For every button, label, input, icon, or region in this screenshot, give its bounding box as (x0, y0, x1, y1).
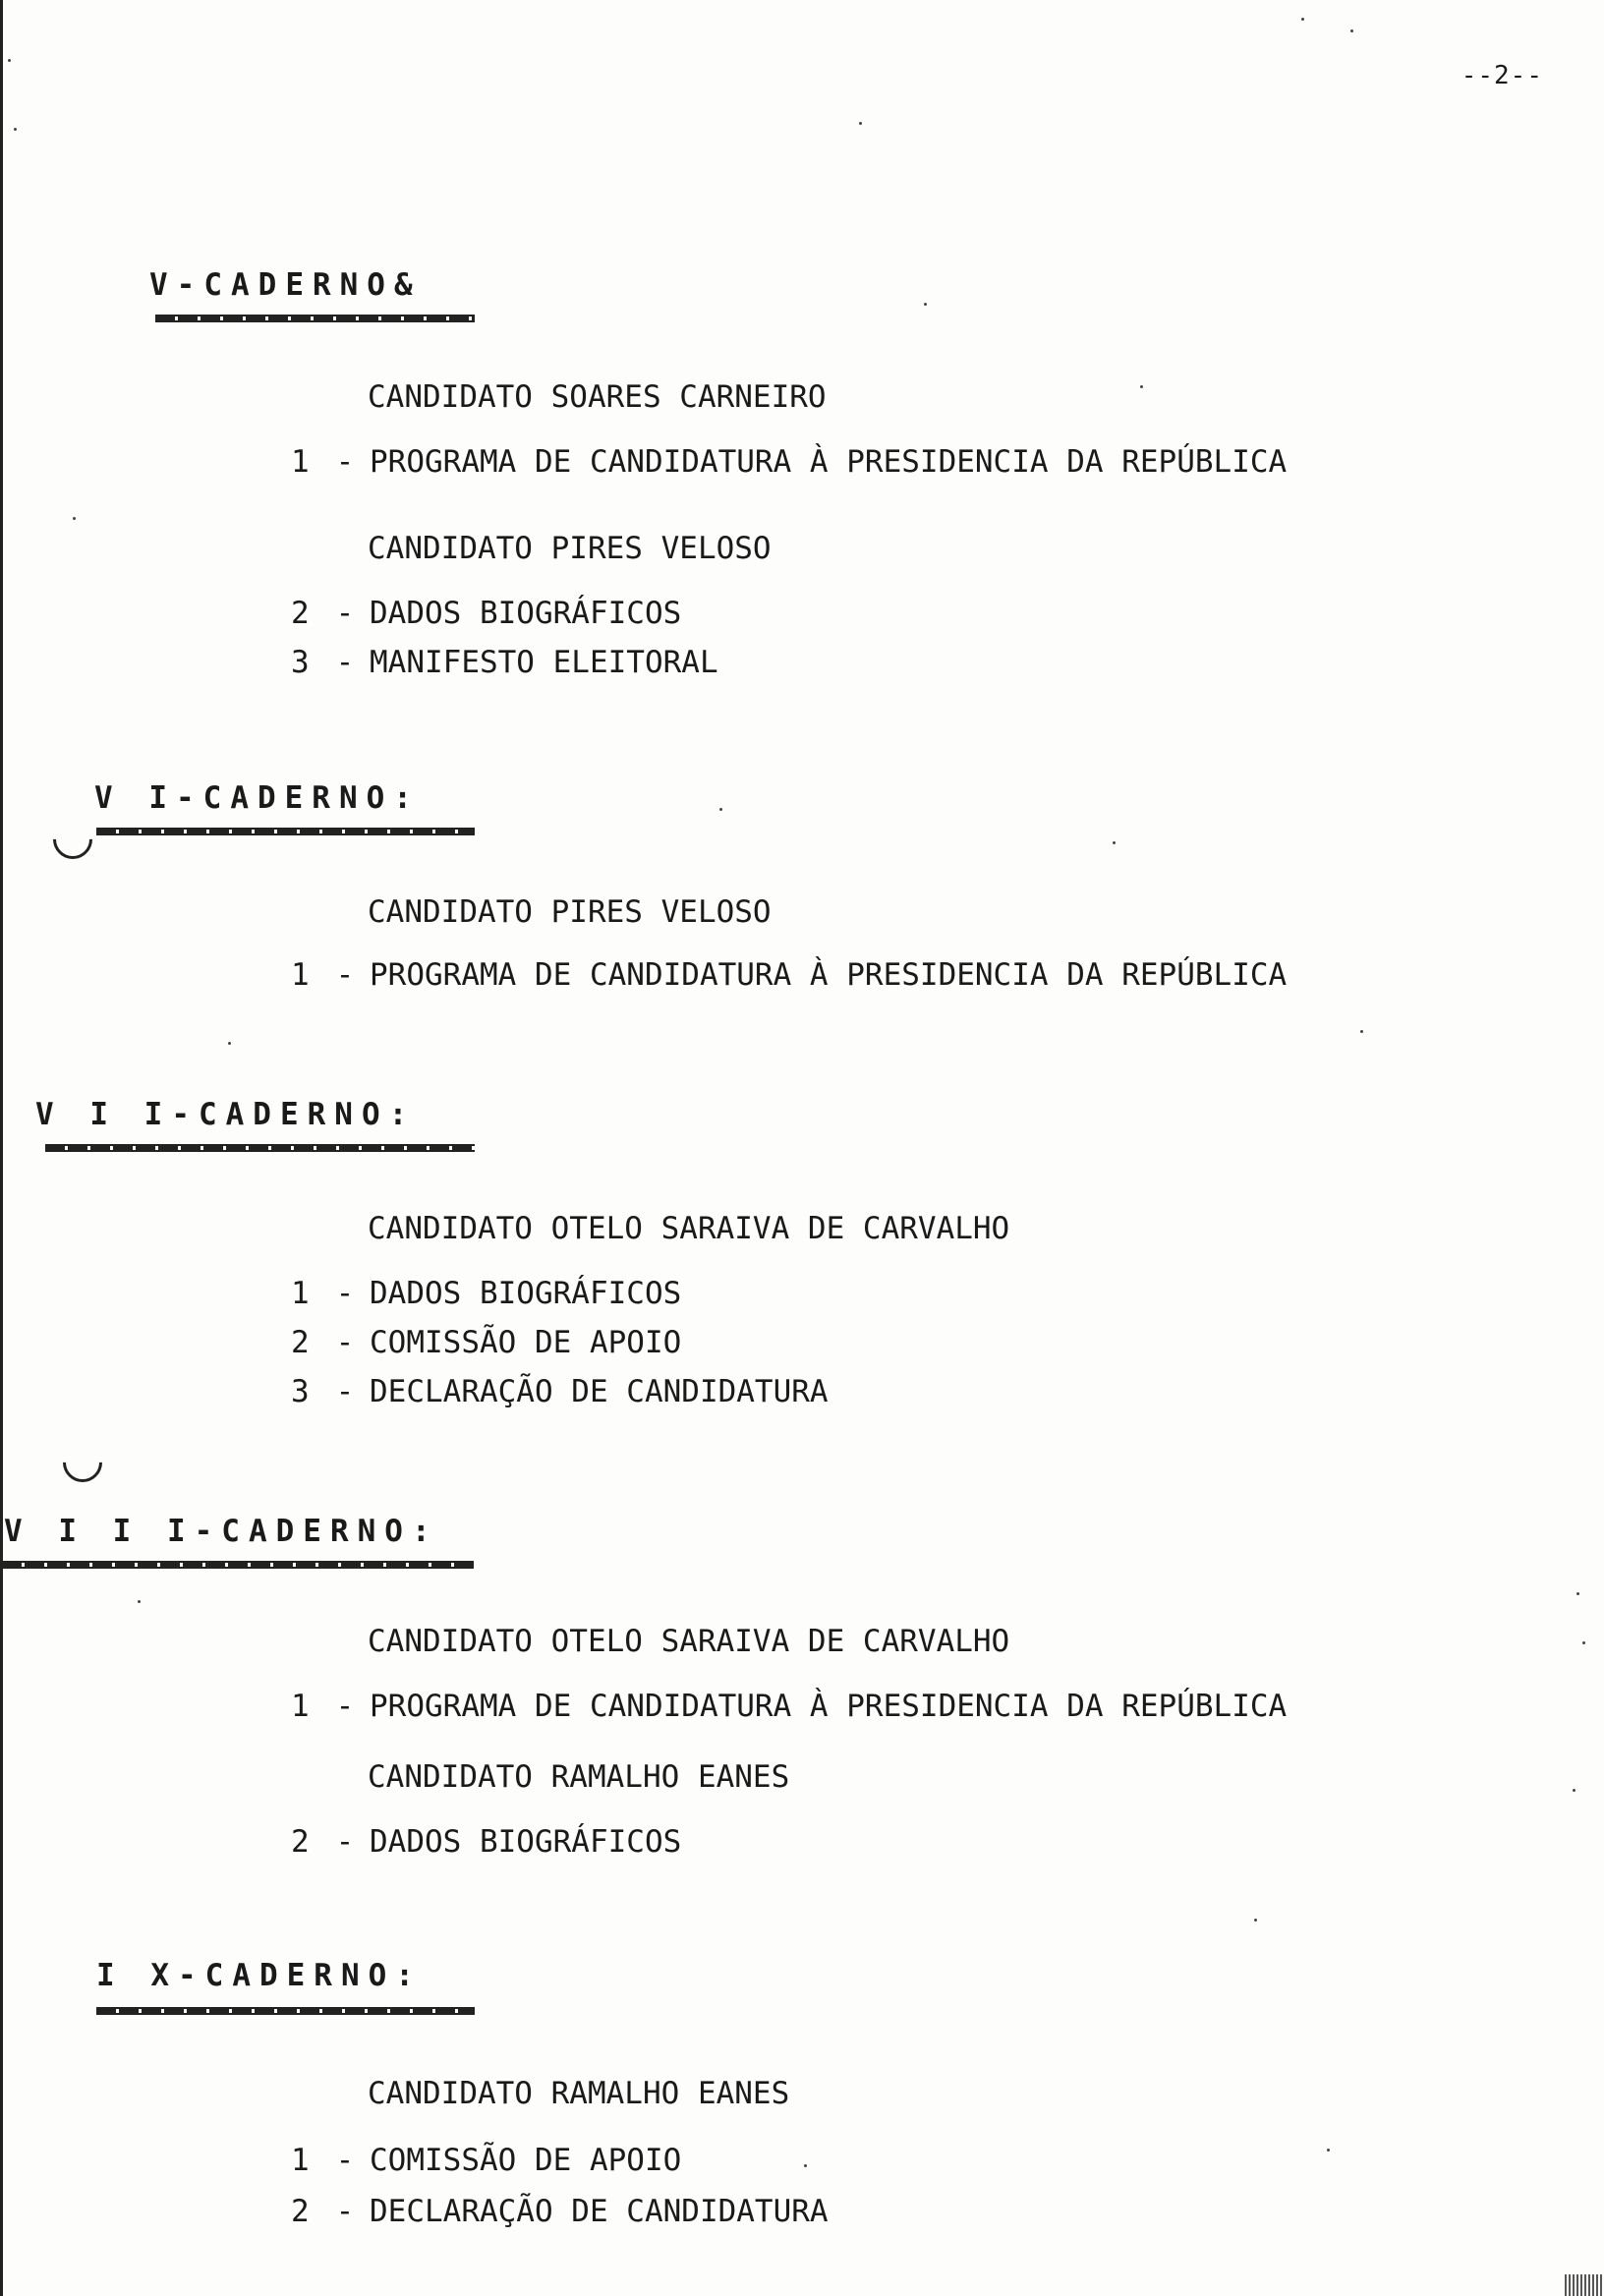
scan-speck (1254, 1919, 1257, 1922)
list-item (291, 1689, 1287, 1724)
section-underline (96, 2007, 475, 2015)
item-text: DADOS BIOGRÁFICOS (370, 1276, 682, 1311)
list-item (291, 596, 681, 631)
item-text: PROGRAMA DE CANDIDATURA À PRESIDENCIA DA REPÚBLICA (370, 1689, 1288, 1724)
item-dash: - (335, 2194, 355, 2229)
scan-speck (1576, 1592, 1579, 1595)
item-dash: - (335, 957, 355, 993)
scan-speck (14, 128, 17, 131)
candidate-name: CANDIDATO OTELO SARAIVA DE CARVALHO (368, 1211, 1010, 1246)
list-item (291, 1276, 681, 1311)
scan-speck (1360, 1030, 1363, 1033)
candidate-name: CANDIDATO RAMALHO EANES (368, 1759, 790, 1795)
list-item (291, 2194, 829, 2229)
list-item (291, 2143, 681, 2178)
item-number: 2 (291, 1824, 310, 1860)
scan-speck (859, 122, 862, 125)
item-text: DECLARAÇÃO DE CANDIDATURA (370, 2194, 829, 2229)
item-number: 3 (291, 1374, 310, 1409)
scan-speck (1573, 1789, 1575, 1792)
candidate-name: CANDIDATO RAMALHO EANES (368, 2076, 790, 2111)
item-dash: - (335, 1276, 355, 1311)
candidate-name: CANDIDATO SOARES CARNEIRO (368, 379, 827, 415)
list-item (291, 1824, 681, 1860)
scan-speck (73, 517, 76, 520)
scan-speck (138, 1600, 141, 1603)
scan-speck (1350, 29, 1353, 32)
item-number: 3 (291, 645, 310, 680)
item-dash: - (335, 1689, 355, 1724)
section-underline (45, 1144, 475, 1152)
scan-speck (1140, 385, 1143, 388)
item-text: COMISSÃO DE APOIO (370, 2143, 682, 2178)
item-dash: - (335, 1325, 355, 1360)
scan-speck (1113, 841, 1116, 844)
item-text: PROGRAMA DE CANDIDATURA À PRESIDENCIA DA REPÚBLICA (370, 957, 1288, 993)
item-number: 1 (291, 2143, 310, 2178)
list-item (291, 645, 718, 680)
scan-speck (1582, 1641, 1585, 1644)
scan-speck (1327, 2149, 1330, 2152)
scan-speck (228, 1042, 231, 1045)
hole-punch-mark (45, 812, 101, 868)
item-text: DECLARAÇÃO DE CANDIDATURA (370, 1374, 829, 1409)
section-heading-ix: I X-CADERNO: (96, 1958, 423, 1993)
list-item (291, 1325, 681, 1360)
hole-punch-mark (55, 1435, 111, 1491)
scan-corner-artifact (1565, 2274, 1604, 2296)
section-underline (96, 828, 475, 835)
section-underline (155, 315, 475, 322)
item-number: 2 (291, 596, 310, 631)
item-text: PROGRAMA DE CANDIDATURA À PRESIDENCIA DA REPÚBLICA (370, 444, 1288, 480)
item-number: 2 (291, 1325, 310, 1360)
list-item (291, 1374, 829, 1409)
scan-speck (924, 303, 927, 306)
item-dash: - (335, 645, 355, 680)
section-heading-vi: V I-CADERNO: (94, 780, 421, 816)
section-heading-vii: V I I-CADERNO: (35, 1097, 417, 1132)
item-number: 1 (291, 1276, 310, 1311)
section-heading-viii: V I I I-CADERNO: (4, 1514, 439, 1549)
item-dash: - (335, 596, 355, 631)
item-text: DADOS BIOGRÁFICOS (370, 1824, 682, 1860)
candidate-name: CANDIDATO PIRES VELOSO (368, 894, 772, 930)
scan-speck (8, 59, 11, 62)
item-number: 1 (291, 957, 310, 993)
page-number: --2-- (1461, 61, 1543, 90)
list-item (291, 957, 1287, 993)
item-dash: - (335, 1374, 355, 1409)
scan-speck (804, 2164, 807, 2167)
item-number: 2 (291, 2194, 310, 2229)
section-underline (2, 1561, 474, 1569)
item-text: COMISSÃO DE APOIO (370, 1325, 682, 1360)
candidate-name: CANDIDATO OTELO SARAIVA DE CARVALHO (368, 1624, 1010, 1659)
list-item (291, 444, 1287, 480)
scan-speck (1301, 18, 1304, 21)
item-dash: - (335, 2143, 355, 2178)
item-dash: - (335, 444, 355, 480)
item-number: 1 (291, 444, 310, 480)
candidate-name: CANDIDATO PIRES VELOSO (368, 531, 772, 566)
item-text: MANIFESTO ELEITORAL (370, 645, 718, 680)
item-number: 1 (291, 1689, 310, 1724)
page-edge (0, 0, 3, 2296)
item-dash: - (335, 1824, 355, 1860)
scan-speck (719, 808, 722, 811)
section-heading-v: V-CADERNO& (149, 267, 422, 303)
item-text: DADOS BIOGRÁFICOS (370, 596, 682, 631)
